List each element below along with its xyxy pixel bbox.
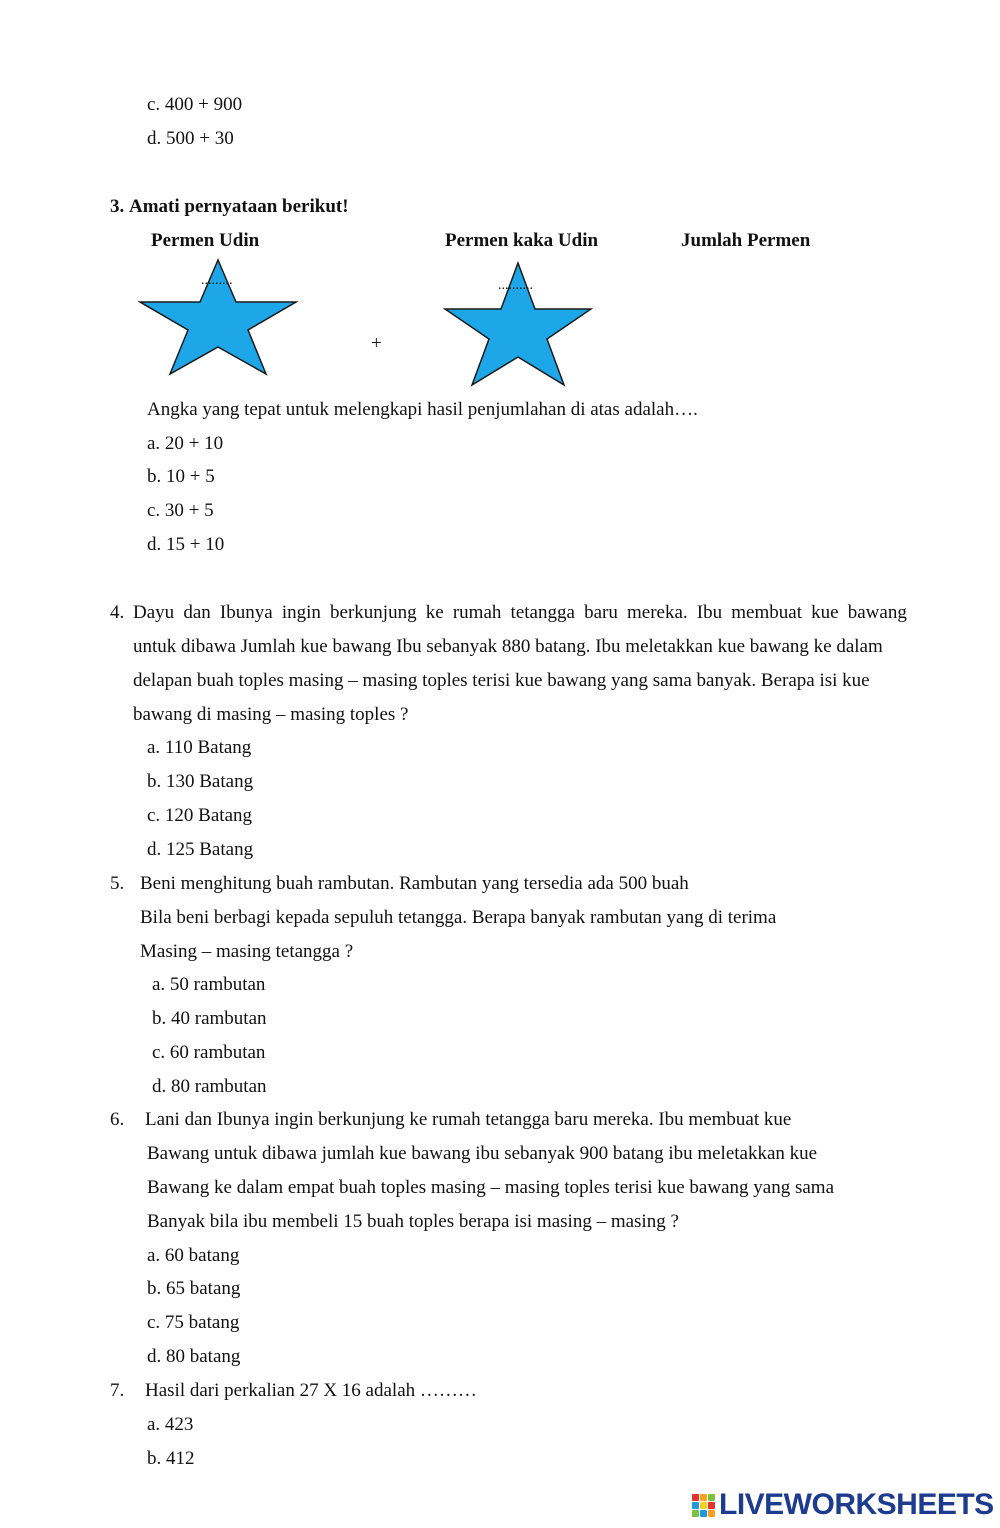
- q3-option-d: d. 15 + 10: [147, 534, 225, 555]
- q3-header-jumlah-permen: Jumlah Permen: [681, 230, 811, 251]
- q5-number: 5.: [110, 873, 125, 894]
- q4-option-a: a. 110 Batang: [147, 737, 252, 758]
- liveworksheets-logo-text: LIVEWORKSHEETS: [719, 1488, 994, 1521]
- q4-line-1-word: berkunjung: [330, 602, 417, 623]
- q5-option-c: c. 60 rambutan: [152, 1042, 266, 1063]
- q3-header-permen-kaka-udin: Permen kaka Udin: [445, 230, 599, 251]
- q3-title: Amati pernyataan berikut!: [129, 196, 349, 217]
- q3-option-a: a. 20 + 10: [147, 433, 224, 454]
- q4-line-2: untuk dibawa Jumlah kue bawang Ibu sebanyak 880 batang. Ibu meletakkan kue bawang ke dalam: [133, 636, 883, 657]
- q4-line-1-word: Ibunya: [219, 602, 273, 623]
- q3-blank-kaka-udin: ..........: [498, 278, 533, 293]
- q3-number: 3.: [110, 196, 125, 217]
- q4-line-1: [133, 601, 907, 625]
- q2-option-d: d. 500 + 30: [147, 128, 234, 149]
- q4-option-d: d. 125 Batang: [147, 839, 254, 860]
- liveworksheets-logo[interactable]: [692, 1488, 994, 1522]
- q3-header-permen-udin: Permen Udin: [151, 230, 260, 251]
- q4-line-1-word: membuat: [731, 602, 802, 623]
- q5-option-d: d. 80 rambutan: [152, 1076, 267, 1097]
- q4-line-1-word: tetangga: [510, 602, 575, 623]
- q4-line-3: delapan buah toples masing – masing toples terisi kue bawang yang sama banyak. Berapa isi kue: [133, 670, 870, 691]
- q5-option-a: a. 50 rambutan: [152, 974, 266, 995]
- q6-line-3: Bawang ke dalam empat buah toples masing – masing toples terisi kue bawang yang sama: [147, 1177, 834, 1198]
- q4-line-1-word: ingin: [281, 602, 321, 623]
- q6-line-2: Bawang untuk dibawa jumlah kue bawang ibu sebanyak 900 batang ibu meletakkan kue: [147, 1143, 818, 1164]
- q7-text: Hasil dari perkalian 27 X 16 adalah ………: [145, 1380, 477, 1401]
- q4-line-1-word: baru: [584, 602, 618, 623]
- q2-option-c: c. 400 + 900: [147, 94, 243, 115]
- q5-line-1: Beni menghitung buah rambutan. Rambutan yang tersedia ada 500 buah: [140, 873, 689, 894]
- q4-line-1-word: Ibu: [696, 602, 723, 623]
- q4-number: 4.: [110, 602, 125, 623]
- q4-line-1-word: rumah: [452, 602, 502, 623]
- q7-option-b: b. 412: [147, 1448, 195, 1469]
- q7-option-a: a. 423: [147, 1414, 194, 1435]
- q6-option-b: b. 65 batang: [147, 1278, 241, 1299]
- q5-line-2: Bila beni berbagi kepada sepuluh tetangga. Berapa banyak rambutan yang di terima: [140, 907, 777, 928]
- q4-option-c: c. 120 Batang: [147, 805, 253, 826]
- q5-option-b: b. 40 rambutan: [152, 1008, 267, 1029]
- q3-prompt: Angka yang tepat untuk melengkapi hasil penjumlahan di atas adalah….: [147, 399, 698, 420]
- q5-line-3: Masing – masing tetangga ?: [140, 941, 354, 962]
- q6-option-a: a. 60 batang: [147, 1245, 240, 1266]
- q6-option-c: c. 75 batang: [147, 1312, 240, 1333]
- q4-line-1-word: mereka.: [626, 602, 688, 623]
- q6-option-d: d. 80 batang: [147, 1346, 241, 1367]
- q6-line-1: Lani dan Ibunya ingin berkunjung ke rumah tetangga baru mereka. Ibu membuat kue: [145, 1109, 792, 1130]
- q4-line-1-word: ke: [425, 602, 444, 623]
- q4-line-1-word: Dayu: [133, 602, 175, 623]
- q3-blank-udin: .........: [201, 273, 233, 288]
- q4-option-b: b. 130 Batang: [147, 771, 254, 792]
- q4-line-1-word: kue: [811, 602, 839, 623]
- q7-number: 7.: [110, 1380, 125, 1401]
- q4-line-1-text: [133, 601, 907, 625]
- plus-sign: +: [371, 333, 382, 354]
- q4-line-1-word: dan: [183, 602, 211, 623]
- q4-line-1-word: bawang: [847, 602, 907, 623]
- q3-option-c: c. 30 + 5: [147, 500, 214, 521]
- q4-line-4: bawang di masing – masing toples ?: [133, 704, 409, 725]
- q6-number: 6.: [110, 1109, 125, 1130]
- q3-option-b: b. 10 + 5: [147, 466, 215, 487]
- q6-line-4: Banyak bila ibu membeli 15 buah toples berapa isi masing – masing ?: [147, 1211, 679, 1232]
- liveworksheets-logo-icon: [692, 1494, 715, 1517]
